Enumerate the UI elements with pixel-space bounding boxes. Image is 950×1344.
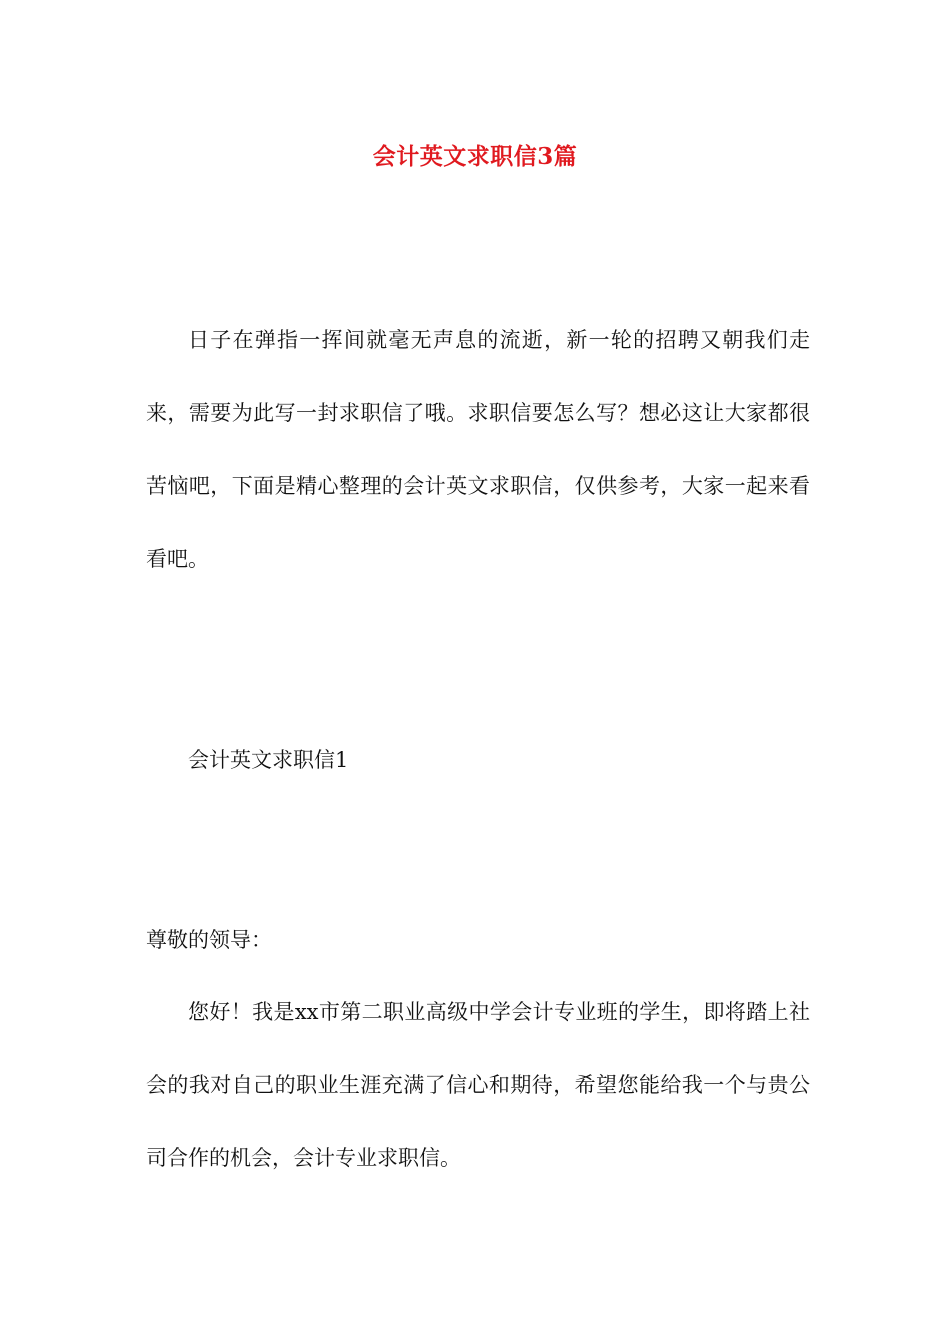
section-heading: 会计英文求职信1 <box>188 748 349 772</box>
intro-paragraph: 日子在弹指一挥间就毫无声息的流逝，新一轮的招聘又朝我们走来，需要为此写一封求职信了哦。求职信要怎么写？想必这让大家都很苦恼吧，下面是精心整理的会计英文求职信，仅供参考，大家一起来看看吧。 <box>146 328 810 571</box>
body-paragraph: 您好！我是xx市第二职业高级中学会计专业班的学生，即将踏上社会的我对自己的职业生涯充满了信心和期待，希望您能给我一个与贵公司合作的机会，会计专业求职信。 <box>146 1000 810 1170</box>
document-title: 会计英文求职信3篇 <box>372 143 578 170</box>
salutation: 尊敬的领导： <box>146 928 272 952</box>
